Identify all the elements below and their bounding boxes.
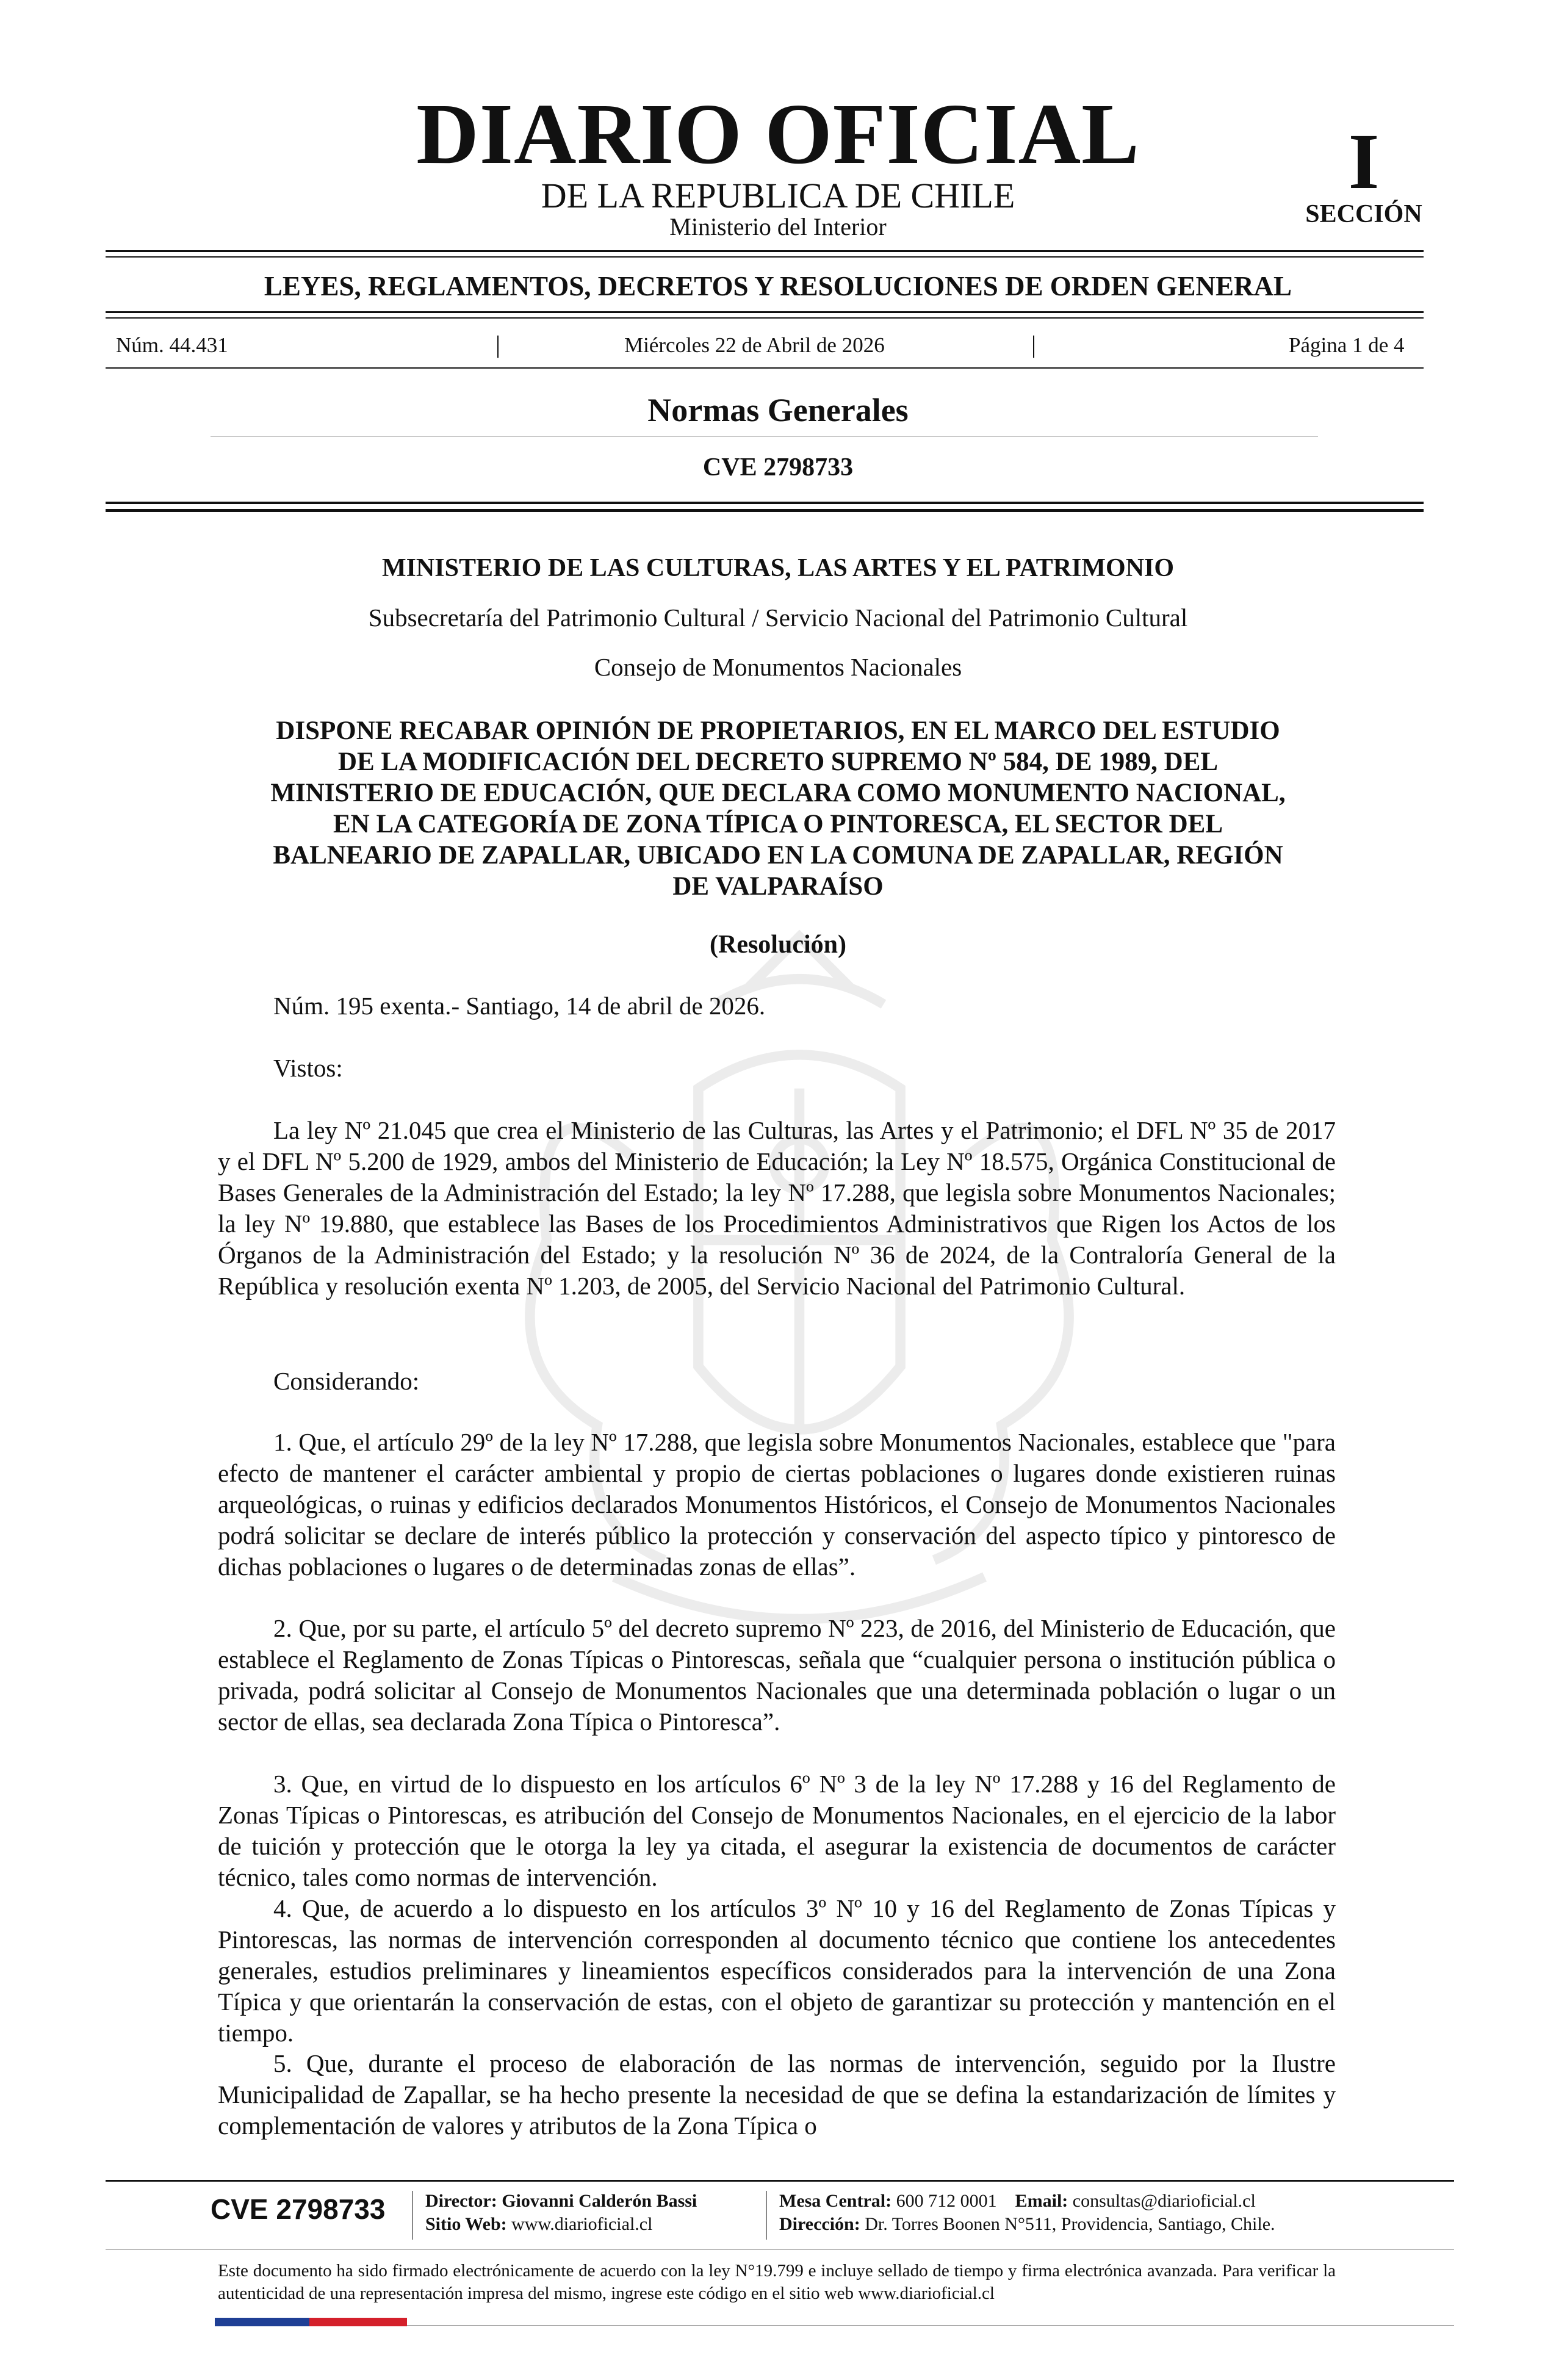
footer-rule [106, 2180, 1454, 2182]
footer-rule-2 [106, 2249, 1454, 2250]
considerando-paragraph-2: 2. Que, por su parte, el artículo 5º del decreto supremo Nº 223, de 2016, del Ministerio de Educación, que establece el Reglamento de Zonas Típicas o Pintorescas, señala que “cualquier persona o institución pública o privada, podrá solicitar al Consejo de Monumentos Nacionales que una determinada población o lugar o un sector de ellas, sea declarada Zona Típica o Pintoresca”. [218, 1614, 1336, 1736]
footer-divider [412, 2191, 413, 2240]
cve-rule [106, 502, 1424, 504]
resolution-number: Núm. 195 exenta.- Santiago, 14 de abril de 2026. [273, 992, 766, 1020]
newspaper-title: DIARIO OFICIAL [416, 85, 1140, 182]
category-rule-2 [106, 317, 1424, 319]
email-link[interactable]: consultas@diarioficial.cl [1072, 2191, 1256, 2211]
footer-contact [779, 2190, 1275, 2236]
issue-number: Núm. 44.431 [116, 333, 228, 357]
footer-cve-code: CVE 2798733 [211, 2193, 386, 2225]
resolution-title [183, 715, 1373, 902]
resolution-title-line: DISPONE RECABAR OPINIÓN DE PROPIETARIOS, EN EL MARCO DEL ESTUDIO [276, 716, 1280, 745]
cve-code: CVE 2798733 [702, 453, 854, 481]
issue-date: Miércoles 22 de Abril de 2026 [624, 333, 885, 357]
considerando-paragraph-1: 1. Que, el artículo 29º de la ley Nº 17.288, que legisla sobre Monumentos Nacionales, establece que "para efecto de mantener el carácter ambiental y propio de ciertas poblaciones o lugares donde existieren ruinas arqueológicas, o ruinas y edificios declarados Monumentos Históricos, el Consejo de Monumentos Nacionales podrá solicitar se declare de interés público la protección y conservación del aspecto típico y pintoresco de dichas poblaciones o lugares o de determinadas zonas de ellas”. [218, 1428, 1336, 1581]
phone-label: Mesa Central: [779, 2191, 892, 2211]
phone-value: 600 712 0001 [896, 2191, 997, 2211]
issue-rule [106, 367, 1424, 369]
section-label: SECCIÓN [1305, 200, 1422, 228]
page-indicator: Página 1 de 4 [1289, 333, 1405, 357]
section-numeral: I [1348, 118, 1380, 206]
web-label: Sitio Web: [425, 2214, 507, 2234]
issue-separator: | [495, 331, 501, 358]
vistos-paragraph: La ley Nº 21.045 que crea el Ministerio de las Culturas, las Artes y el Patrimonio; el DFL Nº 35 de 2017 y el DFL Nº 5.200 de 1929, ambos del Ministerio de Educación; la Ley Nº 18.575, Orgánica Constitucional de Bases Generales de la Administración del Estado; la ley Nº 17.288, que legisla sobre Monumentos Nacionales; la ley Nº 19.880, que establece las Bases de los Procedimientos Administrativos que Rigen los Actos de los Órganos de la Administración del Estado; y la resolución Nº 36 de 2024, de la Contraloría General de la República y resolución exenta Nº 1.203, de 2005, del Servicio Nacional del Patrimonio Cultural. [218, 1116, 1336, 1300]
considerando-paragraph-5: 5. Que, durante el proceso de elaboración de las normas de intervención, seguido por la Ilustre Municipalidad de Zapallar, se ha hecho presente la necesidad de que se defina la estandarización de límites y complementación de valores y atributos de la Zona Típica o [218, 2049, 1336, 2140]
resolution-title-line: DE LA MODIFICACIÓN DEL DECRETO SUPREMO Nº 584, DE 1989, DEL [337, 748, 1219, 776]
issue-separator-2: | [1031, 331, 1037, 358]
newspaper-ministry: Ministerio del Interior [669, 213, 887, 240]
vistos-label: Vistos: [273, 1054, 343, 1082]
header-rule-thin [106, 250, 1424, 252]
flag-stripe-blue [215, 2318, 309, 2326]
footer-notice: Este documento ha sido firmado electrónicamente de acuerdo con la ley N°19.799 e incluye sellado de tiempo y firma electrónica avanzada. Para verificar la autenticidad de una representación impresa del mismo, ingrese este código en el sitio web www.diarioficial.cl [218, 2261, 1336, 2303]
email-label: Email: [1015, 2191, 1068, 2211]
newspaper-subtitle: DE LA REPUBLICA DE CHILE [541, 176, 1015, 215]
category-heading: LEYES, REGLAMENTOS, DECRETOS Y RESOLUCIONES DE ORDEN GENERAL [264, 271, 1292, 301]
director-name: Giovanni Calderón Bassi [502, 2191, 697, 2211]
issuer-ministry: MINISTERIO DE LAS CULTURAS, LAS ARTES Y EL PATRIMONIO [381, 554, 1175, 582]
considerando-paragraph-4: 4. Que, de acuerdo a lo dispuesto en los artículos 3º Nº 10 y 16 del Reglamento de Zonas Típicas y Pintorescas, las normas de intervención corresponden al documento técnico que contiene los antecedentes generales, estudios preliminares y lineamientos específicos considerados para la intervención de una Zona Típica y que orientarán la conservación de estas, con el objeto de garantizar su protección y mantención en el tiempo. [218, 1894, 1336, 2047]
section-heading-rule [211, 436, 1318, 437]
resolution-title-line: EN LA CATEGORÍA DE ZONA TÍPICA O PINTORESCA, EL SECTOR DEL [333, 810, 1223, 838]
header-rule-thin-2 [106, 256, 1424, 258]
resolution-title-line: MINISTERIO DE EDUCACIÓN, QUE DECLARA COMO MONUMENTO NACIONAL, [270, 779, 1286, 807]
cve-rule-2 [106, 509, 1424, 512]
address-value: Dr. Torres Boonen N°511, Providencia, Santiago, Chile. [865, 2214, 1275, 2234]
address-label: Dirección: [779, 2214, 860, 2234]
resolution-title-line: DE VALPARAÍSO [672, 872, 884, 901]
director-label: Director: [425, 2191, 497, 2211]
section-heading: Normas Generales [647, 392, 909, 428]
issuer-council: Consejo de Monumentos Nacionales [594, 653, 962, 681]
footer-divider-2 [766, 2191, 767, 2240]
issuer-subsecretaria: Subsecretaría del Patrimonio Cultural / Servicio Nacional del Patrimonio Cultural [368, 604, 1188, 632]
category-rule [106, 311, 1424, 313]
web-link[interactable]: www.diarioficial.cl [511, 2214, 653, 2234]
footer-director [425, 2190, 697, 2236]
flag-stripe-red [309, 2318, 407, 2326]
resolution-type: (Resolución) [710, 931, 846, 959]
resolution-title-line: BALNEARIO DE ZAPALLAR, UBICADO EN LA COMUNA DE ZAPALLAR, REGIÓN [273, 841, 1283, 870]
footer-rule-3 [407, 2325, 1454, 2326]
considerando-label: Considerando: [273, 1367, 420, 1395]
considerando-paragraph-3: 3. Que, en virtud de lo dispuesto en los artículos 6º Nº 3 de la ley Nº 17.288 y 16 del Reglamento de Zonas Típicas o Pintorescas, es atribución del Consejo de Monumentos Nacionales, en el ejercicio de la labor de tuición y protección que le otorga la ley ya citada, el asegurar la existencia de documentos de carácter técnico, tales como normas de intervención. [218, 1770, 1336, 1891]
